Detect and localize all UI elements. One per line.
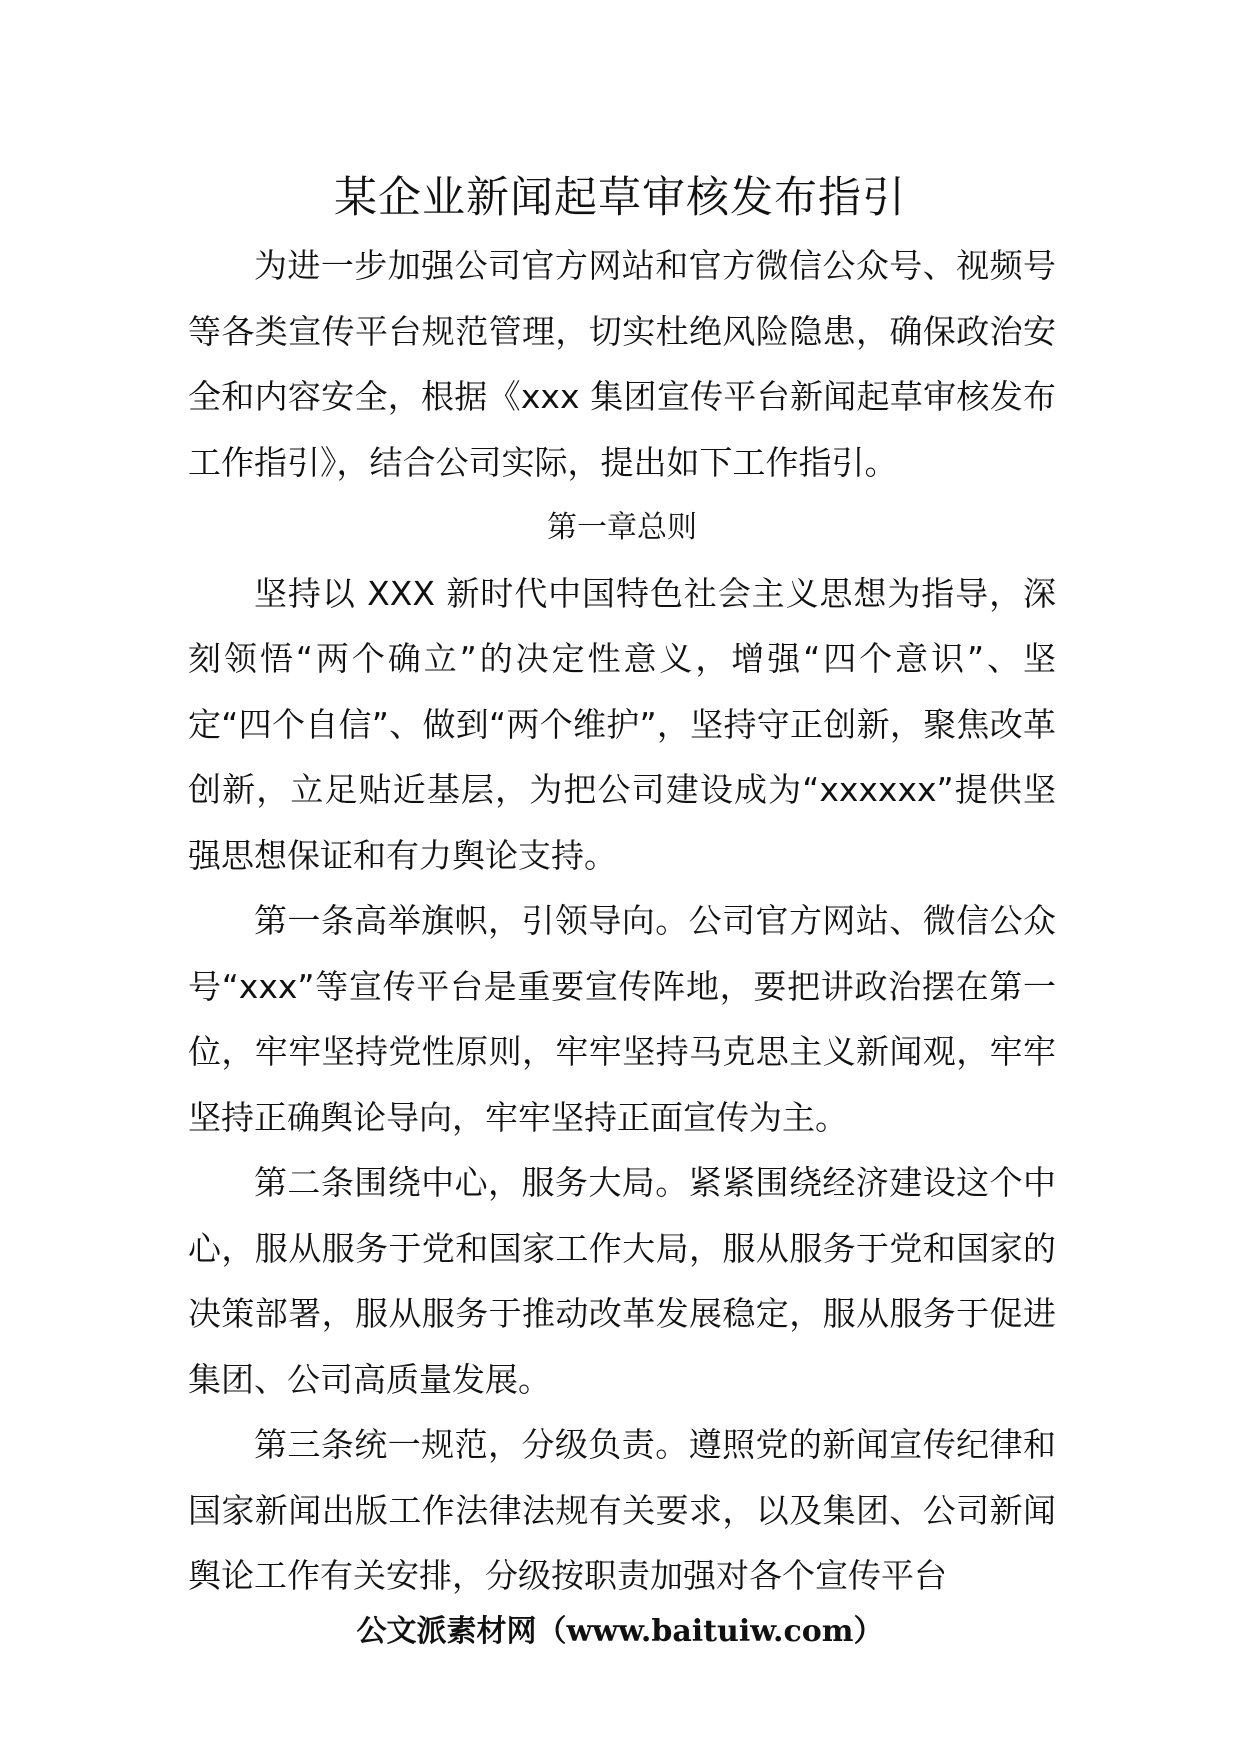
chapter-paragraph: 坚持以 XXX 新时代中国特色社会主义思想为指导，深刻领悟“两个确立”的决定性意义，增强“四个意识”、坚定“四个自信”、做到“两个维护”，坚持守正创新，聚焦改革创新，立足贴近基层，为把公司建设成为“xxxxxx”提供坚强思想保证和有力舆论支持。 [188, 573, 1056, 875]
intro-paragraph: 为进一步加强公司官方网站和官方微信公众号、视频号等各类宣传平台规范管理，切实杜绝风险隐患，确保政治安全和内容安全，根据《xxx 集团宣传平台新闻起草审核发布工作指引》，结合公司实际，提出如下工作指引。 [188, 246, 1056, 482]
document-title: 某企业新闻起草审核发布指引 [334, 173, 906, 223]
footer-source: 公文派素材网（www.baituiw.com） [356, 1614, 884, 1649]
article-1: 第一条高举旗帜，引领导向。公司官方网站、微信公众号“xxx”等宣传平台是重要宣传阵地，要把讲政治摆在第一位，牢牢坚持党性原则，牢牢坚持马克思主义新闻观，牢牢坚持正确舆论导向，牢牢坚持正面宣传为主。 [188, 901, 1056, 1137]
article-2: 第二条围绕中心，服务大局。紧紧围绕经济建设这个中心，服从服务于党和国家工作大局，服从服务于党和国家的决策部署，服从服务于推动改革发展稳定，服从服务于促进集团、公司高质量发展。 [188, 1163, 1056, 1399]
chapter-heading: 第一章总则 [547, 510, 697, 545]
article-3: 第三条统一规范，分级负责。遵照党的新闻宣传纪律和国家新闻出版工作法律法规有关要求，以及集团、公司新闻舆论工作有关安排，分级按职责加强对各个宣传平台 [188, 1425, 1056, 1595]
document-body [188, 233, 1056, 1609]
